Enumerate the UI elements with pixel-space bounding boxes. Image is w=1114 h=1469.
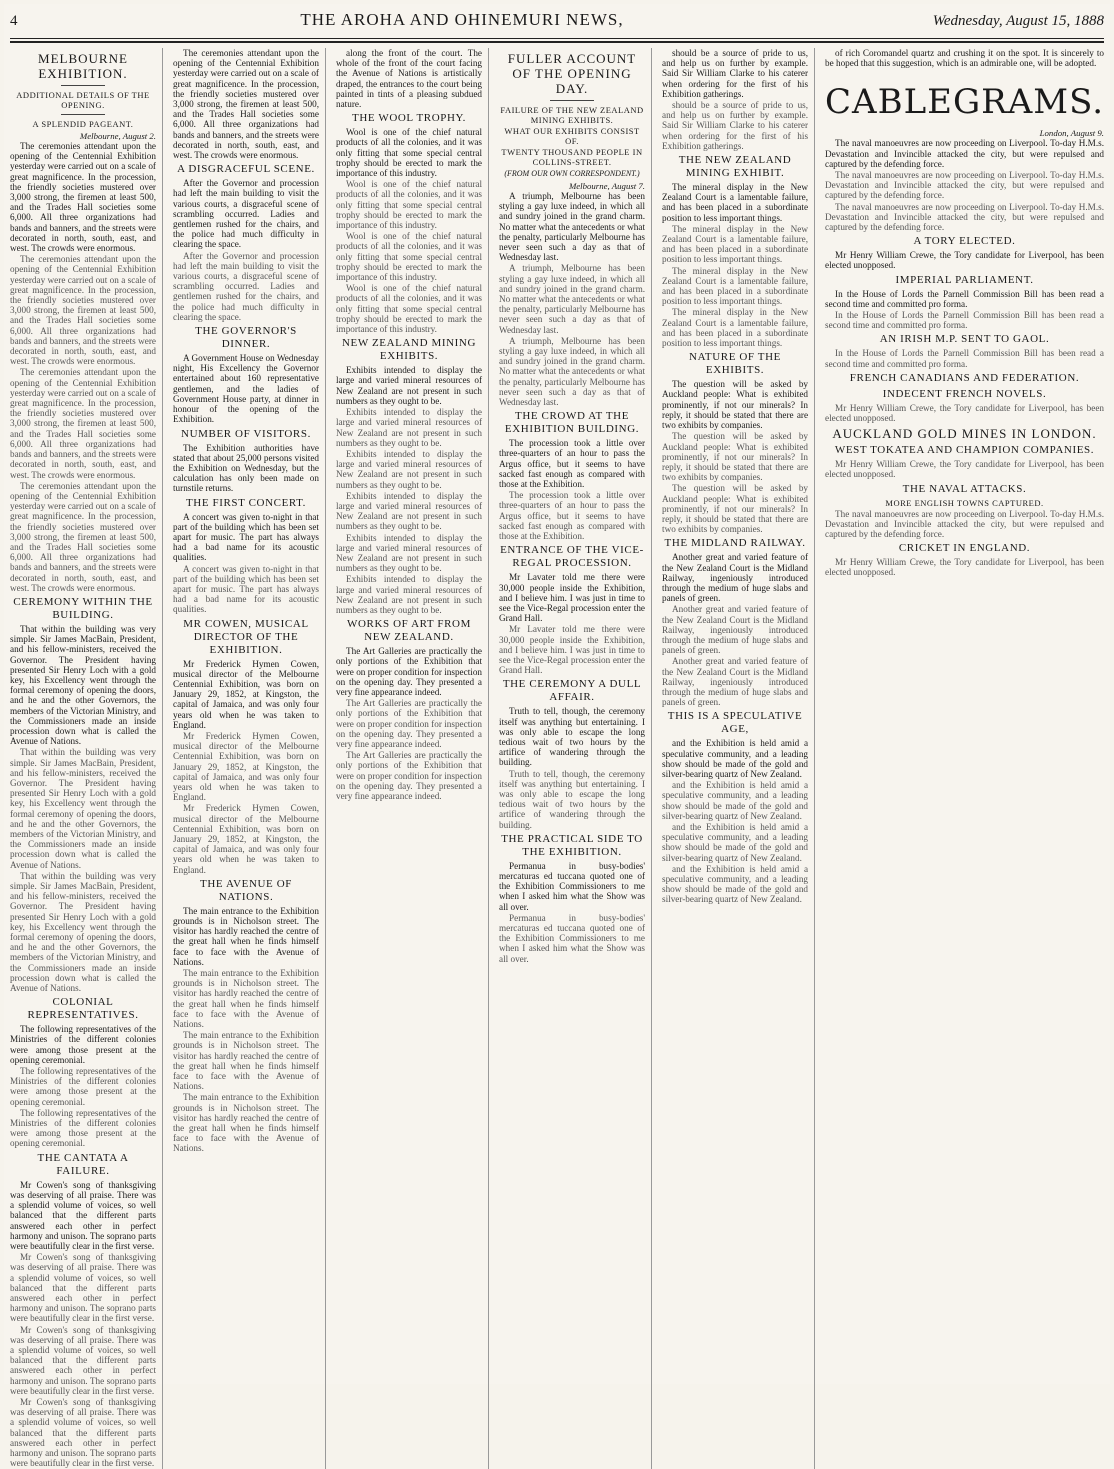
paragraph: Exhibits intended to display the large and varied mineral resources of New Zealand are not present in such numbers as they ought to be. — [336, 365, 483, 406]
section-heading: THE CEREMONY A DULL AFFAIR. — [502, 678, 642, 704]
paragraph: The mineral display in the New Zealand Court is a lamentable failure, and has been placed in a subordinate position to less important things. — [662, 265, 809, 307]
paragraph: That within the building was very simple. Sir James MacBain, President, and his fellow-ministers, received the Governor. The President having presented Sir Henry Loch with a gold key, his Excellency went through the formal ceremony of opening the doors, and he and the other Governors, the members of the Victorian Ministry, and the Commissioners made an inside procession down what is called the Avenue of Nations. — [10, 870, 156, 994]
section-heading: THE GOVERNOR'S DINNER. — [195, 325, 297, 351]
paragraph: The following representatives of the Ministries of the different colonies were among those present at the opening ceremonial. — [10, 1024, 156, 1065]
paragraph: A concert was given to-night in that part of the building which has been set apart for music. The part has always had a bad name for its acoustic qualities. — [173, 563, 319, 615]
issue-date: Wednesday, August 15, 1888 — [932, 13, 1104, 29]
masthead — [10, 10, 1104, 38]
paragraph: In the House of Lords the Parnell Commission Bill has been read a second time and committed pro forma. — [825, 288, 1104, 309]
article-kicker: A SPLENDID PAGEANT. — [32, 119, 134, 129]
paragraph: The Exhibition authorities have stated that about 25,000 persons visited the Exhibition on Wednesday, but the calculation has only been made on turnstile returns. — [173, 442, 319, 494]
article-subheading: WHAT OUR EXHIBITS CONSIST OF. — [504, 126, 640, 146]
paragraph: The naval manoeuvres are now proceeding on Liverpool. To-day H.M.s. Devastation and Invincible attacked the city, but were repulsed and captured by the defending force. — [825, 138, 1104, 169]
byline: (FROM OUR OWN CORRESPONDENT.) — [504, 169, 640, 178]
newspaper-title: THE AROHA AND OHINEMURI NEWS, — [300, 10, 624, 29]
paragraph: Mr Cowen's song of thanksgiving was deserving of all praise. There was a splendid volume of voices, so well balanced that the different parts answered each other in perfect harmony and unison. The soprano parts were beautifully clear in the first verse. — [10, 1396, 156, 1469]
paragraph: Mr Lavater told me there were 30,000 people inside the Exhibition, and I believe him. I was just in time to see the Vice-Regal procession enter the Grand Hall. — [499, 624, 646, 676]
section-heading: ENTRANCE OF THE VICE-REGAL PROCESSION. — [500, 544, 644, 570]
paragraph: and the Exhibition is held amid a speculative community, and a leading show should be made of the gold and silver-bearing quartz of New Zealand. — [662, 863, 809, 905]
columns — [10, 48, 1104, 1469]
section-heading: THE AVENUE OF NATIONS. — [200, 877, 292, 903]
paragraph: Wool is one of the chief natural products of all the colonies, and it was only fitting that some special central trophy should be erected to mark the importance of this industry. — [336, 179, 483, 231]
paragraph: The ceremonies attendant upon the opening of the Centennial Exhibition yesterday were carried out on a scale of great magnificence. In the procession, the friendly societies mustered over 3,000 strong, the firemen at least 500, and the Trades Hall societies some 6,000. All three organizations had bands and banners, and the streets were decorated in north, south, east, and west. The crowds were enormous. — [10, 480, 156, 593]
paragraph: The naval manoeuvres are now proceeding on Liverpool. To-day H.M.s. Devastation and Invincible attacked the city, but were repulsed and captured by the defending force. — [825, 170, 1104, 201]
paragraph: and the Exhibition is held amid a speculative community, and a leading show should be made of the gold and silver-bearing quartz of New Zealand. — [662, 738, 809, 779]
section-heading: WORKS OF ART FROM NEW ZEALAND. — [347, 618, 471, 644]
section-heading: THE PRACTICAL SIDE TO THE EXHIBITION. — [501, 832, 643, 858]
paragraph: and the Exhibition is held amid a speculative community, and a leading show should be made of the gold and silver-bearing quartz of New Zealand. — [662, 780, 809, 821]
paragraph: should be a source of pride to us, and help us on further by example. Said Sir William Clarke to his caterer when ordering for the first of his Exhibition gatherings. — [662, 100, 809, 151]
paragraph: A triumph, Melbourne has been styling a gay luxe indeed, in which all and sundry joined in the grand charm. No matter what the antecedents or what the penalty, particularly Melbourne has never seen such a day as that of Wednesday last. — [499, 335, 646, 408]
paragraph: Mr Frederick Hymen Cowen, musical director of the Melbourne Centennial Exhibition, was born on January 29, 1852, at Kingston, the capital of Jamaica, and was only four years old when he was taken to England. — [173, 803, 319, 875]
paragraph: should be a source of pride to us, and help us on further by example. Said Sir William Clarke to his caterer when ordering for the first of his Exhibition gatherings. — [662, 48, 809, 99]
section-heading: AN IRISH M.P. SENT TO GAOL. — [879, 333, 1050, 346]
paragraph: Exhibits intended to display the large and varied mineral resources of New Zealand are not present in such numbers as they ought to be. — [336, 407, 483, 448]
paragraph: Mr Frederick Hymen Cowen, musical director of the Melbourne Centennial Exhibition, was born on January 29, 1852, at Kingston, the capital of Jamaica, and was only four years old when he was taken to England. — [173, 658, 319, 730]
paragraph: Mr Henry William Crewe, the Tory candidate for Liverpool, has been elected unopposed. — [825, 250, 1104, 271]
paragraph: Wool is one of the chief natural products of all the colonies, and it was only fitting that some special central trophy should be erected to mark the importance of this industry. — [336, 231, 483, 283]
section-heading: NEW ZEALAND MINING EXHIBITS. — [341, 337, 477, 363]
paragraph: The ceremonies attendant upon the opening of the Centennial Exhibition yesterday were carried out on a scale of great magnificence. In the procession, the friendly societies mustered over 3,000 strong, the firemen at least 500, and the Trades Hall societies some 6,000. All three organizations had bands and banners, and the streets were decorated in north, south, east, and west. The crowds were enormous. — [173, 48, 319, 161]
paragraph: The Art Galleries are practically the only portions of the Exhibition that were on proper condition for inspection on the opening day. They presented a very fine appearance indeed. — [336, 698, 483, 749]
paragraph: Permanua in busy-bodies' mercaturas ed tuccana quoted one of the Exhibition Commissioners to me when I asked him what the Show was all over. — [499, 912, 646, 964]
section-heading: THE NAVAL ATTACKS. — [902, 482, 1027, 495]
article-subheading: FAILURE OF THE NEW ZEALAND MINING EXHIBITS. — [500, 105, 644, 125]
section-heading: THIS IS A SPECULATIVE AGE, — [667, 710, 803, 736]
article-subheading: TWENTY THOUSAND PEOPLE IN COLLINS-STREET. — [501, 147, 643, 167]
paragraph: Wool is one of the chief natural products of all the colonies, and it was only fitting that some special central trophy should be erected to mark the importance of this industry. — [336, 127, 483, 179]
paragraph: The procession took a little over three-quarters of an hour to pass the Argus office, but it seems to have sacked fast enough as compared with those at the Exhibition. — [499, 438, 646, 490]
paragraph: Mr Frederick Hymen Cowen, musical director of the Melbourne Centennial Exhibition, was born on January 29, 1852, at Kingston, the capital of Jamaica, and was only four years old when he was taken to England. — [173, 730, 319, 803]
paragraph: of rich Coromandel quartz and crushing it on the spot. It is sincerely to be hoped that this suggestion, which is an admirable one, will be adopted. — [825, 48, 1104, 69]
article-heading: MELBOURNE EXHIBITION. — [38, 51, 128, 81]
column-2 — [173, 48, 326, 1469]
section-heading: FRENCH CANADIANS AND FEDERATION. — [849, 371, 1080, 384]
section-heading: NATURE OF THE EXHIBITS. — [689, 351, 781, 377]
paragraph: The main entrance to the Exhibition grounds is in Nicholson street. The visitor has hardly reached the centre of the great hall when he finds himself face to face with the Avenue of Nations. — [173, 968, 319, 1030]
paragraph: The following representatives of the Ministries of the different colonies were among those present at the opening ceremonial. — [10, 1066, 156, 1107]
paragraph: A triumph, Melbourne has been styling a gay luxe indeed, in which all and sundry joined in the grand charm. No matter what the antecedents or what the penalty, particularly Melbourne has never seen such a day as that of Wednesday last. — [499, 263, 646, 335]
divider — [550, 100, 594, 101]
section-heading: THE MIDLAND RAILWAY. — [664, 537, 806, 550]
section-heading: THE FIRST CONCERT. — [185, 496, 307, 509]
section-heading: NUMBER OF VISITORS. — [181, 427, 311, 440]
section-heading: THE CANTATA A FAILURE. — [37, 1151, 129, 1177]
paragraph: The question will be asked by Auckland people: What is exhibited prominently, if not our minerals? In reply, it should be stated that there are two exhibits by companies. — [662, 483, 809, 535]
paragraph: Exhibits intended to display the large and varied mineral resources of New Zealand are not present in such numbers as they ought to be. — [336, 490, 483, 532]
column-3 — [336, 48, 489, 1469]
section-heading: THE WOOL TROPHY. — [352, 112, 467, 125]
paragraph: The main entrance to the Exhibition grounds is in Nicholson street. The visitor has hardly reached the centre of the great hall when he finds himself face to face with the Avenue of Nations. — [173, 1092, 319, 1154]
masthead-rule — [10, 38, 1104, 39]
paragraph: Exhibits intended to display the large and varied mineral resources of New Zealand are not present in such numbers as they ought to be. — [336, 448, 483, 490]
paragraph: Mr Henry William Crewe, the Tory candidate for Liverpool, has been elected unopposed. — [825, 459, 1104, 480]
paragraph: The mineral display in the New Zealand Court is a lamentable failure, and has been placed in a subordinate position to less important things. — [662, 182, 809, 223]
paragraph: The mineral display in the New Zealand Court is a lamentable failure, and has been placed in a subordinate position to less important things. — [662, 223, 809, 265]
paragraph: In the House of Lords the Parnell Commission Bill has been read a second time and committed pro forma. — [825, 348, 1104, 369]
column-6 — [825, 48, 1104, 1469]
paragraph: The main entrance to the Exhibition grounds is in Nicholson street. The visitor has hardly reached the centre of the great hall when he finds himself face to face with the Avenue of Nations. — [173, 1030, 319, 1092]
section-heading: MR COWEN, MUSICAL DIRECTOR OF THE EXHIBITION. — [183, 617, 309, 656]
paragraph: Mr Henry William Crewe, the Tory candidate for Liverpool, has been elected unopposed. — [825, 557, 1104, 578]
paragraph: The mineral display in the New Zealand Court is a lamentable failure, and has been placed in a subordinate position to less important things. — [662, 307, 809, 349]
paragraph: A Government House on Wednesday night, His Excellency the Governor entertained about 160 representative gentlemen, and the ladies of Government House party, at dinner in honour of the opening of the Exhibition. — [173, 353, 319, 425]
column-1 — [10, 48, 163, 1469]
paragraph: The main entrance to the Exhibition grounds is in Nicholson street. The visitor has hardly reached the centre of the great hall when he finds himself face to face with the Avenue of Nations. — [173, 905, 319, 967]
masthead-rule-heavy — [10, 41, 1104, 43]
paragraph: Mr Cowen's song of thanksgiving was deserving of all praise. There was a splendid volume of voices, so well balanced that the different parts answered each other in perfect harmony and unison. The soprano parts were beautifully clear in the first verse. — [10, 1179, 156, 1251]
paragraph: That within the building was very simple. Sir James MacBain, President, and his fellow-ministers, received the Governor. The President having presented Sir Henry Loch with a gold key, his Excellency went through the formal ceremony of opening the doors, and he and the other Governors, the members of the Victorian Ministry, and the Commissioners made an inside procession down what is called the Avenue of Nations. — [10, 747, 156, 870]
column-5 — [662, 48, 815, 1469]
paragraph: The procession took a little over three-quarters of an hour to pass the Argus office, but it seems to have sacked fast enough as compared with those at the Exhibition. — [499, 490, 646, 542]
section-heading: IMPERIAL PARLIAMENT. — [895, 273, 1034, 286]
paragraph: Permanua in busy-bodies' mercaturas ed tuccana quoted one of the Exhibition Commissioners to me when I asked him what the Show was all over. — [499, 860, 646, 912]
paragraph: Another great and varied feature of the New Zealand Court is the Midland Railway, ingeniously introduced through the medium of huge slabs and panels of green. — [662, 656, 809, 708]
paragraph: Wool is one of the chief natural products of all the colonies, and it was only fitting that some special central trophy should be erected to mark the importance of this industry. — [336, 283, 483, 335]
section-heading: THE CROWD AT THE EXHIBITION BUILDING. — [504, 410, 640, 436]
paragraph: The naval manoeuvres are now proceeding on Liverpool. To-day H.M.s. Devastation and Invincible attacked the city, but were repulsed and captured by the defending force. — [825, 201, 1104, 233]
paragraph: Exhibits intended to display the large and varied mineral resources of New Zealand are not present in such numbers as they ought to be. — [336, 532, 483, 574]
paragraph: The question will be asked by Auckland people: What is exhibited prominently, if not our minerals? In reply, it should be stated that there are two exhibits by companies. — [662, 379, 809, 431]
paragraph: Exhibits intended to display the large and varied mineral resources of New Zealand are not present in such numbers as they ought to be. — [336, 574, 483, 615]
paragraph: Another great and varied feature of the New Zealand Court is the Midland Railway, ingeniously introduced through the medium of huge slabs and panels of green. — [662, 552, 809, 604]
paragraph: Truth to tell, though, the ceremony itself was anything but entertaining. I was only able to escape the long tedious wait of two hours by the artifice of wandering through the building. — [499, 706, 646, 768]
column-4 — [499, 48, 652, 1469]
divider — [61, 85, 105, 86]
paragraph: The ceremonies attendant upon the opening of the Centennial Exhibition yesterday were carried out on a scale of great magnificence. In the procession, the friendly societies mustered over 3,000 strong, the firemen at least 500, and the Trades Hall societies some 6,000. All three organizations had bands and banners, and the streets were decorated in north, south, east, and west. The crowds were enormous. — [10, 141, 156, 254]
paragraph: The Art Galleries are practically the only portions of the Exhibition that were on proper condition for inspection on the opening day. They presented a very fine appearance indeed. — [336, 646, 483, 697]
paragraph: That within the building was very simple. Sir James MacBain, President, and his fellow-ministers, received the Governor. The President having presented Sir Henry Loch with a gold key, his Excellency went through the formal ceremony of opening the doors, and he and the other Governors, the members of the Victorian Ministry, and the Commissioners made an inside procession down what is called the Avenue of Nations. — [10, 623, 156, 747]
paragraph: Mr Lavater told me there were 30,000 people inside the Exhibition, and I believe him. I was just in time to see the Vice-Regal procession enter the Grand Hall. — [499, 572, 646, 624]
section-heading: WEST TOKATEA AND CHAMPION COMPANIES. — [834, 444, 1095, 457]
divider — [61, 114, 105, 115]
paragraph: The Art Galleries are practically the only portions of the Exhibition that were on proper condition for inspection on the opening day. They presented a very fine appearance indeed. — [336, 750, 483, 801]
dateline: Melbourne, August 7. — [568, 181, 646, 191]
paragraph: Mr Cowen's song of thanksgiving was deserving of all praise. There was a splendid volume of voices, so well balanced that the different parts answered each other in perfect harmony and unison. The soprano parts were beautifully clear in the first verse. — [10, 1252, 156, 1324]
paragraph: The naval manoeuvres are now proceeding on Liverpool. To-day H.M.s. Devastation and Invincible attacked the city, but were repulsed and captured by the defending force. — [825, 508, 1104, 540]
paragraph: A triumph, Melbourne has been styling a gay luxe indeed, in which all and sundry joined in the grand charm. No matter what the antecedents or what the penalty, particularly Melbourne has never seen such a day as that of Wednesday last. — [499, 191, 646, 263]
section-heading: A TORY ELECTED. — [913, 235, 1016, 248]
dateline: London, August 9. — [1039, 128, 1104, 139]
paragraph: In the House of Lords the Parnell Commission Bill has been read a second time and committed pro forma. — [825, 310, 1104, 331]
section-heading: A DISGRACEFUL SCENE. — [177, 163, 315, 176]
paragraph: After the Governor and procession had left the main building to visit the various courts, a disgraceful scene of scrambling occurred. Ladies and gentlemen rushed for the chairs, and the police had much difficulty in clearing the space. — [173, 250, 319, 322]
paragraph: After the Governor and procession had left the main building to visit the various courts, a disgraceful scene of scrambling occurred. Ladies and gentlemen rushed for the chairs, and the police had much difficulty in clearing the space. — [173, 178, 319, 250]
paragraph: The ceremonies attendant upon the opening of the Centennial Exhibition yesterday were carried out on a scale of great magnificence. In the procession, the friendly societies mustered over 3,000 strong, the firemen at least 500, and the Trades Hall societies some 6,000. All three organizations had bands and banners, and the streets were decorated in north, south, east, and west. The crowds were enormous. — [10, 367, 156, 480]
paragraph: The question will be asked by Auckland people: What is exhibited prominently, if not our minerals? In reply, it should be stated that there are two exhibits by companies. — [662, 431, 809, 483]
section-subheading: MORE ENGLISH TOWNS CAPTURED. — [885, 497, 1044, 508]
section-heading: COLONIAL REPRESENTATIVES. — [27, 996, 139, 1022]
section-heading: AUCKLAND GOLD MINES IN LONDON. — [832, 426, 1097, 442]
paragraph: The ceremonies attendant upon the opening of the Centennial Exhibition yesterday were carried out on a scale of great magnificence. In the procession, the friendly societies mustered over 3,000 strong, the firemen at least 500, and the Trades Hall societies some 6,000. All three organizations had bands and banners, and the streets were decorated in north, south, east, and west. The crowds were enormous. — [10, 254, 156, 367]
paragraph: Mr Henry William Crewe, the Tory candidate for Liverpool, has been elected unopposed. — [825, 402, 1104, 424]
section-heading: CRICKET IN ENGLAND. — [898, 542, 1031, 555]
paragraph: Mr Cowen's song of thanksgiving was deserving of all praise. There was a splendid volume of voices, so well balanced that the different parts answered each other in perfect harmony and unison. The soprano parts were beautifully clear in the first verse. — [10, 1324, 156, 1396]
paragraph: Another great and varied feature of the New Zealand Court is the Midland Railway, ingeniously introduced through the medium of huge slabs and panels of green. — [662, 604, 809, 656]
paragraph: A concert was given to-night in that part of the building which has been set apart for music. The part has always had a bad name for its acoustic qualities. — [173, 511, 319, 563]
paragraph: along the front of the court. The whole of the front of the court facing the Avenue of Nations is artistically draped, the entrances to the court being painted in tints of a pleasing subdued nature. — [336, 48, 483, 110]
paragraph: The following representatives of the Ministries of the different colonies were among those present at the opening ceremonial. — [10, 1107, 156, 1149]
page-number: 4 — [10, 13, 18, 29]
section-heading: INDECENT FRENCH NOVELS. — [882, 387, 1047, 400]
section-heading: THE NEW ZEALAND MINING EXHIBIT. — [678, 154, 792, 180]
cablegrams-heading: CABLEGRAMS. — [825, 82, 1104, 123]
section-heading: CEREMONY WITHIN THE BUILDING. — [13, 595, 153, 621]
newspaper-page — [4, 4, 1110, 1469]
paragraph: and the Exhibition is held amid a speculative community, and a leading show should be made of the gold and silver-bearing quartz of New Zealand. — [662, 822, 809, 863]
paragraph: Truth to tell, though, the ceremony itself was anything but entertaining. I was only able to escape the long tedious wait of two hours by the artifice of wandering through the building. — [499, 768, 646, 830]
article-heading: FULLER ACCOUNT OF THE OPENING DAY. — [507, 51, 637, 96]
dateline: Melbourne, August 2. — [79, 131, 156, 141]
article-subheading: ADDITIONAL DETAILS OF THE OPENING. — [16, 90, 150, 110]
